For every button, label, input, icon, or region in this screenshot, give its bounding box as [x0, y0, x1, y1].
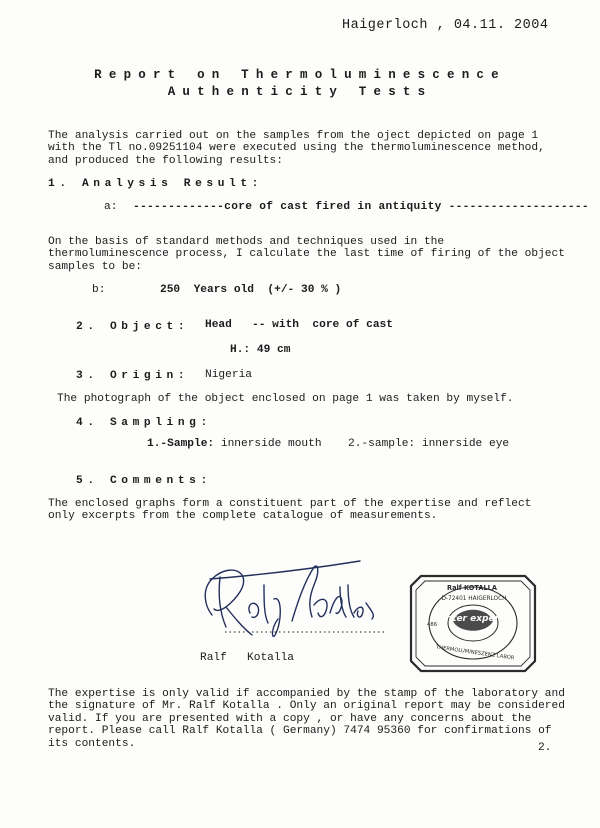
- sample-1-label: 1.-Sample:: [147, 438, 215, 450]
- report-title-line-2: Authenticity Tests: [167, 85, 433, 99]
- intro-paragraph: The analysis carried out on the samples from the oject depicted on page 1 with the Tl no.09251104 were executed using the thermoluminescence method, and produced the following results:: [48, 130, 545, 167]
- signature-image: [190, 555, 390, 650]
- section-sampling-heading: 4. Sampling:: [76, 417, 212, 429]
- section-object-heading: 2. Object:: [76, 321, 190, 333]
- validity-notice: The expertise is only valid if accompanied by the stamp of the laboratory and the signature of Mr. Ralf Kotalla . Only an original report may be considered valid. If you are presented with a copy , or have any concerns about the report. Please call Ralf Kotalla ( Germany) 7474 95360 for confirmations of its contents.: [48, 688, 565, 750]
- stamp-logo: inter expert: [442, 614, 504, 624]
- sample-2: 2.-sample: innerside eye: [348, 438, 510, 450]
- signatory-first-name: Ralf: [200, 652, 227, 664]
- section-origin-heading: 3. Origin:: [76, 370, 190, 382]
- sample-1-value: innerside mouth: [220, 438, 322, 450]
- page-number: 2.: [538, 742, 552, 754]
- object-value: Head -- with core of cast: [205, 319, 393, 331]
- section-comments-heading: 5. Comments:: [76, 475, 212, 487]
- result-label: a:: [104, 201, 118, 213]
- signature-dotted-line: [225, 629, 385, 635]
- stamp-left-text: 486: [426, 622, 438, 628]
- report-title-line-1: Report on Thermoluminescence: [94, 68, 506, 82]
- signatory-last-name: Kotalla: [247, 652, 295, 664]
- signatory-name: [200, 652, 294, 664]
- age-value: 250 Years old (+/- 30 % ): [160, 284, 342, 296]
- result-text: -------------core of cast fired in antiquity --------------------: [133, 201, 589, 213]
- sample-1: [147, 438, 322, 450]
- origin-value: Nigeria: [205, 369, 252, 381]
- comments-paragraph: The enclosed graphs form a constituent part of the expertise and reflect only excerpts from the complete catalogue of measurements.: [48, 498, 532, 523]
- photo-note: The photograph of the object enclosed on page 1 was taken by myself.: [57, 393, 514, 405]
- laboratory-stamp: [403, 566, 543, 681]
- age-label: b:: [92, 284, 106, 296]
- basis-paragraph: On the basis of standard methods and techniques used in the thermoluminescence process, I calculate the last time of firing of the object samples to be:: [48, 236, 565, 273]
- object-height: H.: 49 cm: [230, 344, 291, 356]
- place-date: Haigerloch , 04.11. 2004: [342, 18, 549, 33]
- stamp-address: D-72401 HAIGERLOCH: [441, 596, 507, 602]
- section-analysis-heading: 1. Analysis Result:: [48, 178, 263, 190]
- stamp-top-text: Ralf KOTALLA: [447, 584, 497, 592]
- stamp-bottom-text: THERMOLUMINESZENZ LABOR: [435, 644, 515, 662]
